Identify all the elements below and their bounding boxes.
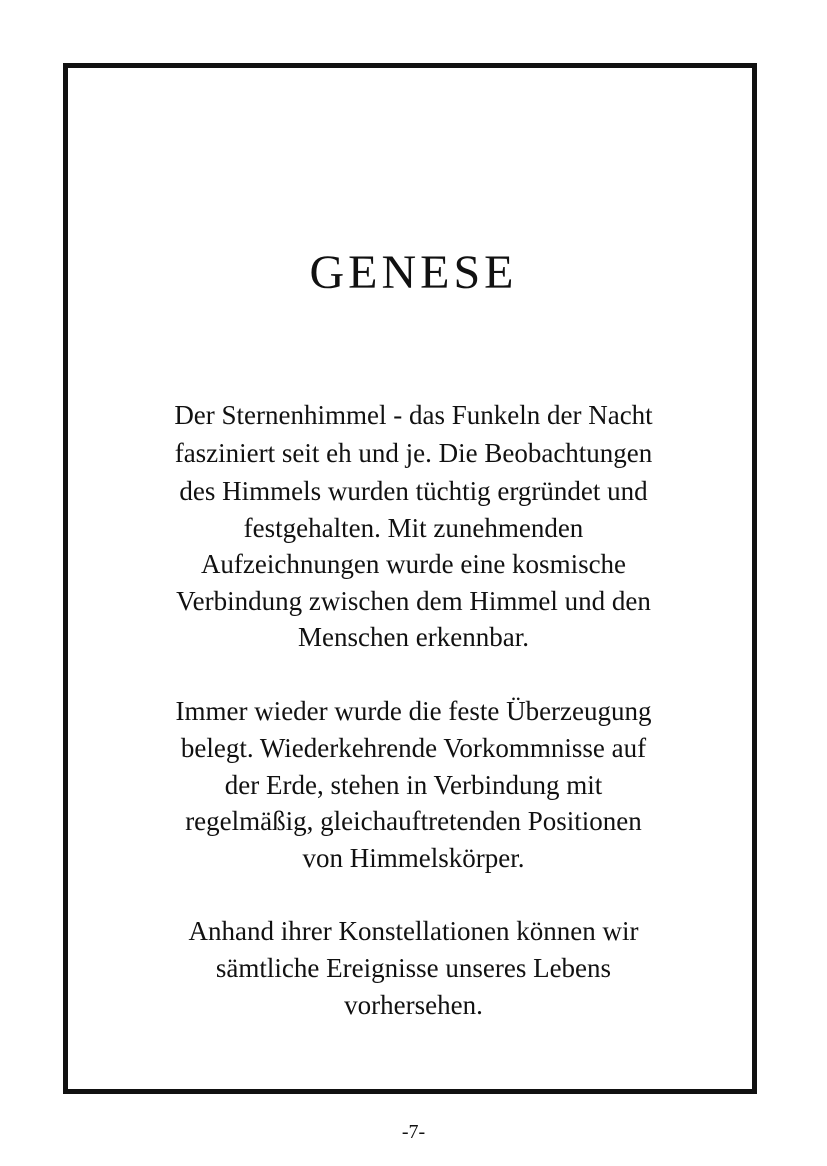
page-title: GENESE [309,246,518,299]
paragraph-line: Immer wieder wurde die feste Überzeugung [175,696,652,726]
paragraph-line: von Himmelskörper. [302,843,525,873]
paragraph-line: des Himmels wurden tüchtig ergründet und [179,476,648,506]
page-number: -7- [401,1121,426,1143]
paragraph-line: Der Sternenhimmel - das Funkeln der Nacht [174,400,653,430]
paragraph-line: regelmäßig, gleichauftretenden Positionen [185,806,642,836]
paragraph-line: der Erde, stehen in Verbindung mit [224,770,603,800]
paragraph-line: festgehalten. Mit zunehmenden [243,513,584,543]
paragraph-line: Aufzeichnungen wurde eine kosmische [200,549,627,579]
paragraph-line: Anhand ihrer Konstellationen können wir [188,916,639,946]
paragraph-line: vorhersehen. [344,990,483,1020]
paragraph-line: fasziniert seit eh und je. Die Beobachtungen [174,438,653,468]
paragraph-line: Verbindung zwischen dem Himmel und den [176,586,651,616]
paragraph-line: sämtliche Ereignisse unseres Lebens [215,953,612,983]
paragraph-line: Menschen erkennbar. [298,622,529,652]
paragraph-line: belegt. Wiederkehrende Vorkommnisse auf [180,733,647,763]
